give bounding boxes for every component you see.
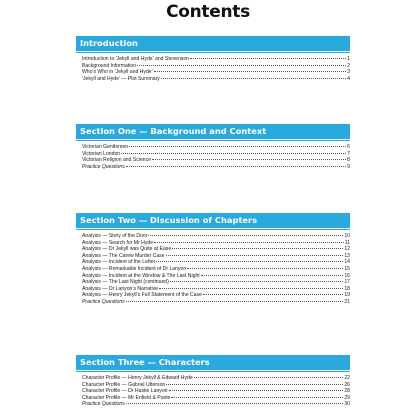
entry-title: Practice Questions [82, 163, 125, 170]
entry-page-number: 14 [344, 259, 350, 266]
section-background-and-context [76, 124, 350, 170]
entry-list [76, 56, 350, 82]
entry-page-number: 30 [344, 401, 350, 408]
section-characters [76, 355, 350, 408]
dot-leader [203, 294, 343, 295]
entry-title: Victorian Religion and Science [82, 157, 151, 164]
toc-entry[interactable] [76, 401, 350, 408]
toc-entry[interactable] [76, 151, 350, 158]
section-heading: Introduction [76, 36, 350, 51]
toc-entry[interactable] [76, 240, 350, 247]
toc-entry[interactable] [76, 259, 350, 266]
entry-title: Character Profile — Henry Jekyll & Edward Hyde [82, 375, 193, 381]
entry-page-number: 13 [344, 252, 350, 259]
dot-leader [169, 390, 344, 391]
toc-entry[interactable] [76, 292, 350, 299]
toc-entry[interactable] [76, 233, 350, 240]
entry-page-number: 4 [347, 75, 350, 82]
section-introduction [76, 36, 350, 82]
entry-title: Introduction to 'Jekyll and Hyde' and Stevenson [82, 56, 189, 62]
section-heading: Section Three — Characters [76, 355, 350, 370]
entry-page-number: 1 [347, 56, 350, 62]
dot-leader [148, 235, 343, 236]
entry-title: Practice Questions [82, 298, 125, 305]
toc-entry[interactable] [76, 76, 350, 83]
dot-leader [171, 397, 343, 398]
toc-entry[interactable] [76, 246, 350, 253]
toc-entry[interactable] [76, 286, 350, 293]
entry-title: Analysis — Henry Jekyll's Full Statement of the Case [82, 292, 202, 299]
toc-entry[interactable] [76, 279, 350, 286]
entry-page-number: 9 [347, 163, 350, 170]
section-heading: Section One — Background and Context [76, 124, 350, 139]
dot-leader [137, 65, 346, 66]
entry-title: Analysis — Search for Mr Hyde [82, 239, 154, 246]
dot-leader [121, 153, 346, 154]
entry-list [76, 375, 350, 408]
entry-title: Analysis — Dr Jekyll was Quite at Ease [82, 246, 172, 253]
toc-entry[interactable] [76, 253, 350, 260]
entry-page-number: 17 [344, 279, 350, 286]
entry-page-number: 7 [347, 150, 350, 157]
dot-leader [166, 255, 344, 256]
toc-entry[interactable] [76, 63, 350, 70]
entry-page-number: 18 [344, 285, 350, 292]
toc-entry[interactable] [76, 388, 350, 395]
dot-leader [161, 78, 346, 79]
entry-page-number: 2 [347, 62, 350, 69]
entry-title: Analysis — Remarkable Incident of Dr Lanyon [82, 265, 187, 272]
dot-leader [166, 384, 343, 385]
entry-title: Character Profile — Dr Hastie Lanyon [82, 388, 168, 395]
dot-leader [154, 71, 347, 72]
entry-page-number: 29 [344, 394, 350, 401]
toc-entry[interactable] [76, 56, 350, 63]
dot-leader [152, 159, 346, 160]
entry-list [76, 144, 350, 170]
entry-page-number: 28 [344, 388, 350, 395]
entry-title: Background Information [82, 62, 137, 69]
dot-leader [201, 275, 344, 276]
entry-page-number: 15 [344, 265, 350, 272]
entry-page-number: 12 [344, 246, 350, 253]
entry-title: Analysis — Story of the Door [82, 233, 148, 239]
dot-leader [129, 146, 346, 147]
toc-entry[interactable] [76, 273, 350, 280]
dot-leader [170, 281, 344, 282]
toc-entry[interactable] [76, 144, 350, 151]
entry-title: Victorian Gentlemen [82, 144, 129, 150]
entry-title: Victorian London [82, 150, 121, 157]
entry-title: Practice Questions [82, 401, 125, 408]
dot-leader [187, 268, 343, 269]
entry-page-number: 8 [347, 157, 350, 164]
entry-title: Who's Who in 'Jekyll and Hyde' [82, 69, 153, 76]
page-title: Contents [166, 2, 250, 22]
entry-title: Character Profile — Mr Enfield & Poole [82, 394, 171, 401]
dot-leader [126, 403, 344, 404]
entry-list [76, 233, 350, 306]
toc-entry[interactable] [76, 382, 350, 389]
entry-title: Analysis — The Carew Murder Case [82, 252, 165, 259]
dot-leader [194, 377, 344, 378]
toc-entry[interactable] [76, 375, 350, 382]
dot-leader [159, 288, 343, 289]
dot-leader [172, 248, 343, 249]
entry-page-number: 22 [344, 375, 350, 381]
section-discussion-of-chapters [76, 213, 350, 306]
entry-title: Analysis — The Last Night (continued) [82, 279, 169, 286]
section-rule [76, 229, 350, 230]
dot-leader [154, 242, 344, 243]
section-rule [76, 371, 350, 372]
entry-title: Analysis — Dr Lanyon's Narrative [82, 285, 158, 292]
section-heading: Section Two — Discussion of Chapters [76, 213, 350, 228]
toc-entry[interactable] [76, 299, 350, 306]
entry-page-number: 6 [347, 144, 350, 150]
toc-entry[interactable] [76, 69, 350, 76]
dot-leader [126, 166, 346, 167]
section-rule [76, 52, 350, 53]
entry-title: 'Jekyll and Hyde' — Plot Summary [82, 75, 160, 82]
dot-leader [156, 261, 343, 262]
entry-title: Character Profile — Gabriel Utterson [82, 381, 166, 388]
entry-page-number: 16 [344, 272, 350, 279]
dot-leader [126, 301, 344, 302]
entry-page-number: 26 [344, 381, 350, 388]
entry-title: Analysis — Incident of the Letter [82, 259, 156, 266]
toc-entry[interactable] [76, 395, 350, 402]
toc-entry[interactable] [76, 164, 350, 171]
entry-page-number: 3 [347, 69, 350, 76]
toc-entry[interactable] [76, 266, 350, 273]
entry-page-number: 10 [344, 233, 350, 239]
section-rule [76, 140, 350, 141]
entry-page-number: 19 [344, 292, 350, 299]
entry-page-number: 11 [344, 239, 350, 246]
dot-leader [190, 58, 346, 59]
entry-page-number: 21 [344, 298, 350, 305]
toc-entry[interactable] [76, 157, 350, 164]
entry-title: Analysis — Incident at the Window & The Last Night [82, 272, 200, 279]
